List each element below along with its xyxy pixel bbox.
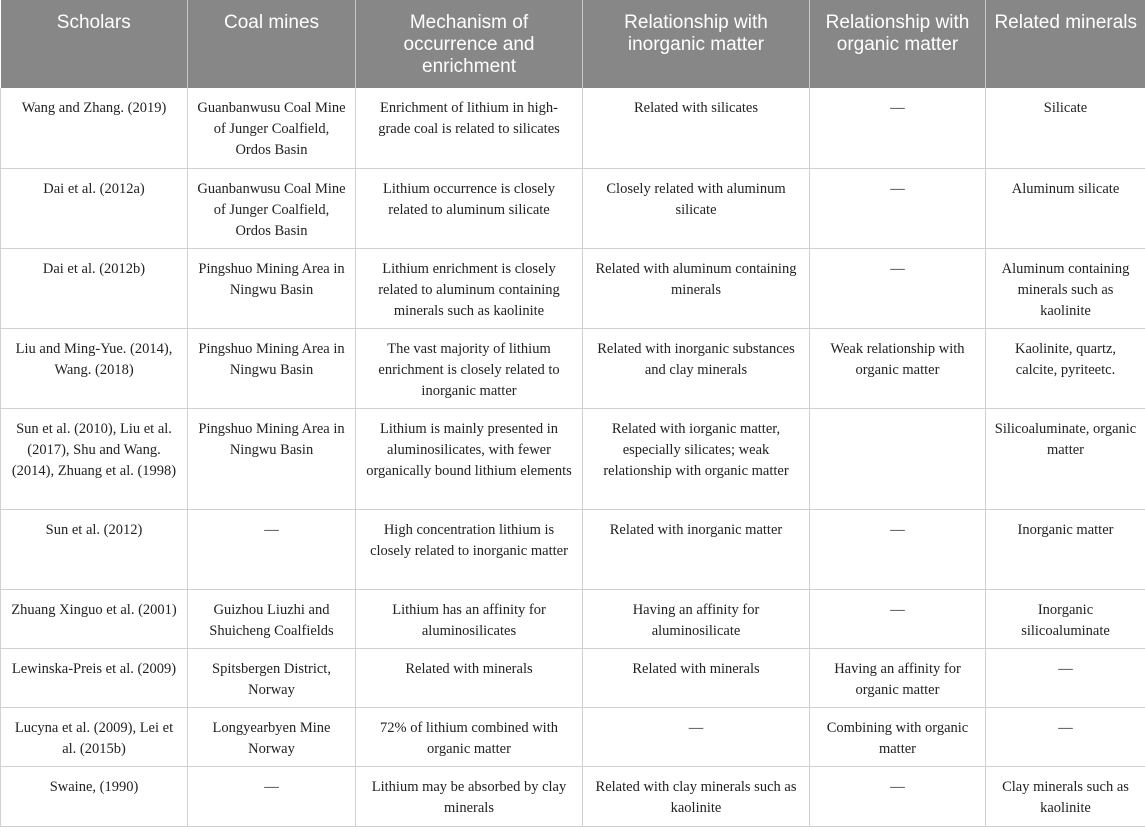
table-row xyxy=(1,589,1145,648)
cell-inorganic: Related with inorganic matter xyxy=(583,509,810,589)
header-row xyxy=(1,0,1145,88)
table-row xyxy=(1,408,1145,509)
table-header xyxy=(1,0,1145,88)
cell-scholars: Zhuang Xinguo et al. (2001) xyxy=(1,589,188,648)
cell-coal-mines: Pingshuo Mining Area in Ningwu Basin xyxy=(188,328,356,408)
table-row xyxy=(1,707,1145,766)
cell-minerals: Clay minerals such as kaolinite xyxy=(986,766,1145,826)
table-row xyxy=(1,168,1145,248)
cell-organic: Combining with organic matter xyxy=(810,707,986,766)
cell-minerals: Silicoaluminate, organic matter xyxy=(986,408,1145,509)
cell-mechanism: High concentration lithium is closely related to inorganic matter xyxy=(356,509,583,589)
cell-organic: — xyxy=(810,589,986,648)
cell-inorganic: Related with aluminum containing minerals xyxy=(583,248,810,328)
cell-coal-mines: — xyxy=(188,766,356,826)
cell-mechanism: Lithium may be absorbed by clay minerals xyxy=(356,766,583,826)
cell-mechanism: Lithium enrichment is closely related to aluminum containing minerals such as kaolinite xyxy=(356,248,583,328)
cell-coal-mines: Pingshuo Mining Area in Ningwu Basin xyxy=(188,408,356,509)
table-row xyxy=(1,509,1145,589)
cell-organic: — xyxy=(810,168,986,248)
cell-inorganic: Related with minerals xyxy=(583,648,810,707)
cell-inorganic: Related with clay minerals such as kaolinite xyxy=(583,766,810,826)
cell-mechanism: 72% of lithium combined with organic matter xyxy=(356,707,583,766)
cell-organic xyxy=(810,408,986,509)
table-row xyxy=(1,766,1145,826)
cell-scholars: Sun et al. (2012) xyxy=(1,509,188,589)
table-row xyxy=(1,88,1145,168)
cell-inorganic: Related with iorganic matter, especially silicates; weak relationship with organic matter xyxy=(583,408,810,509)
cell-scholars: Lewinska-Preis et al. (2009) xyxy=(1,648,188,707)
cell-minerals: Kaolinite, quartz, calcite, pyriteetc. xyxy=(986,328,1145,408)
cell-coal-mines: Guizhou Liuzhi and Shuicheng Coalfields xyxy=(188,589,356,648)
cell-mechanism: The vast majority of lithium enrichment is closely related to inorganic matter xyxy=(356,328,583,408)
cell-inorganic: Related with silicates xyxy=(583,88,810,168)
table-row xyxy=(1,248,1145,328)
header-related-minerals: Related minerals xyxy=(986,0,1145,88)
table-row xyxy=(1,648,1145,707)
header-coal-mines: Coal mines xyxy=(188,0,356,88)
cell-minerals: Inorganic silicoaluminate xyxy=(986,589,1145,648)
cell-organic: — xyxy=(810,248,986,328)
cell-minerals: Inorganic matter xyxy=(986,509,1145,589)
cell-organic: — xyxy=(810,88,986,168)
cell-mechanism: Related with minerals xyxy=(356,648,583,707)
cell-coal-mines: Guanbanwusu Coal Mine of Junger Coalfield, Ordos Basin xyxy=(188,168,356,248)
cell-organic: Having an affinity for organic matter xyxy=(810,648,986,707)
cell-minerals: Silicate xyxy=(986,88,1145,168)
header-inorganic-relationship: Relationship with inorganic matter xyxy=(583,0,810,88)
cell-minerals: Aluminum silicate xyxy=(986,168,1145,248)
cell-coal-mines: — xyxy=(188,509,356,589)
cell-scholars: Lucyna et al. (2009), Lei et al. (2015b) xyxy=(1,707,188,766)
cell-inorganic: — xyxy=(583,707,810,766)
cell-organic: — xyxy=(810,509,986,589)
cell-minerals: — xyxy=(986,707,1145,766)
cell-organic: — xyxy=(810,766,986,826)
cell-minerals: Aluminum containing minerals such as kaolinite xyxy=(986,248,1145,328)
cell-minerals: — xyxy=(986,648,1145,707)
header-organic-relationship: Relationship with organic matter xyxy=(810,0,986,88)
cell-inorganic: Related with inorganic substances and clay minerals xyxy=(583,328,810,408)
header-mechanism: Mechanism of occurrence and enrichment xyxy=(356,0,583,88)
cell-coal-mines: Spitsbergen District, Norway xyxy=(188,648,356,707)
header-scholars: Scholars xyxy=(1,0,188,88)
cell-scholars: Sun et al. (2010), Liu et al. (2017), Shu and Wang. (2014), Zhuang et al. (1998) xyxy=(1,408,188,509)
cell-scholars: Dai et al. (2012a) xyxy=(1,168,188,248)
cell-coal-mines: Pingshuo Mining Area in Ningwu Basin xyxy=(188,248,356,328)
cell-scholars: Swaine, (1990) xyxy=(1,766,188,826)
cell-mechanism: Enrichment of lithium in high-grade coal is related to silicates xyxy=(356,88,583,168)
cell-coal-mines: Longyearbyen Mine Norway xyxy=(188,707,356,766)
table-row xyxy=(1,328,1145,408)
cell-coal-mines: Guanbanwusu Coal Mine of Junger Coalfield, Ordos Basin xyxy=(188,88,356,168)
cell-mechanism: Lithium has an affinity for aluminosilicates xyxy=(356,589,583,648)
cell-mechanism: Lithium occurrence is closely related to aluminum silicate xyxy=(356,168,583,248)
cell-organic: Weak relationship with organic matter xyxy=(810,328,986,408)
cell-scholars: Liu and Ming-Yue. (2014), Wang. (2018) xyxy=(1,328,188,408)
cell-inorganic: Having an affinity for aluminosilicate xyxy=(583,589,810,648)
table-body xyxy=(1,88,1145,826)
cell-scholars: Dai et al. (2012b) xyxy=(1,248,188,328)
cell-scholars: Wang and Zhang. (2019) xyxy=(1,88,188,168)
cell-inorganic: Closely related with aluminum silicate xyxy=(583,168,810,248)
cell-mechanism: Lithium is mainly presented in aluminosilicates, with fewer organically bound lithium elements xyxy=(356,408,583,509)
